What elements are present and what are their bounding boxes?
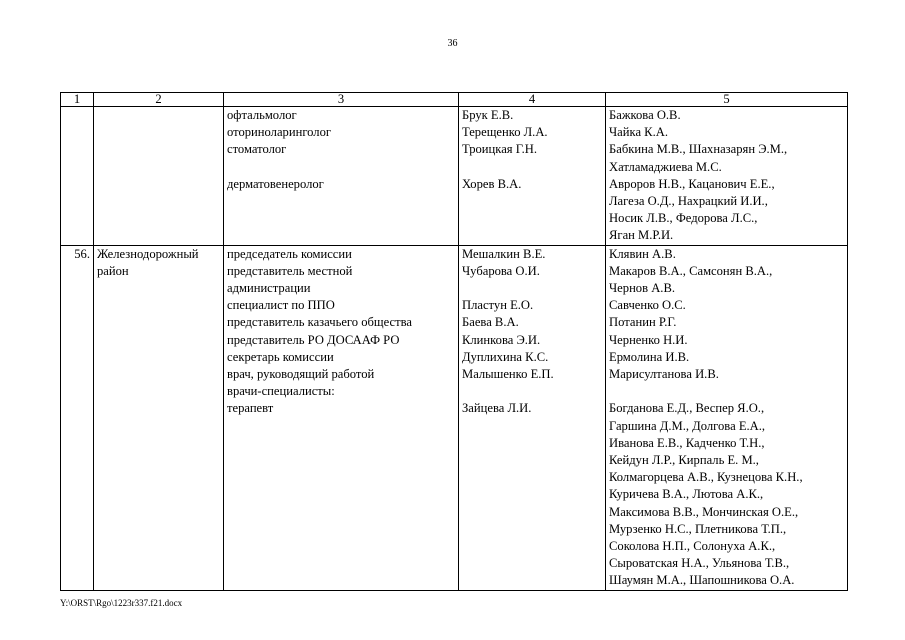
reserve-names: Кейдун Л.Р., Кирпаль Е. М., — [609, 453, 759, 468]
reserve-names: Иванова Е.В., Кадченко Т.Н., — [609, 435, 765, 450]
header-col-5: 5 — [606, 93, 848, 107]
row-a-reserve-cell — [606, 107, 848, 246]
member-name — [462, 159, 602, 176]
header-col-4: 4 — [459, 93, 606, 107]
member-name: Троицкая Г.Н. — [462, 142, 537, 157]
reserve-names: Сыроватская Н.А., Ульянова Т.В., — [609, 556, 790, 571]
row-a-member-cell — [459, 107, 606, 246]
role-text: председатель комиссии — [227, 246, 352, 261]
district-name: район — [97, 263, 129, 278]
row-a-number-cell — [61, 107, 94, 246]
role-text: представитель казачьего общества — [227, 315, 412, 330]
reserve-names: Гаршина Д.М., Долгова Е.А., — [609, 418, 766, 433]
member-name: Чубарова О.И. — [462, 263, 540, 278]
role-text: оториноларинголог — [227, 125, 332, 140]
role-text: представитель РО ДОСААФ РО — [227, 332, 400, 347]
page-number: 36 — [447, 38, 458, 49]
member-name: Зайцева Л.И. — [462, 401, 532, 416]
member-cell — [459, 245, 606, 590]
table-row — [61, 245, 848, 590]
document-table — [60, 92, 848, 591]
member-name: Клинкова Э.И. — [462, 332, 541, 347]
reserve-names: Хатламаджиева М.С. — [609, 159, 722, 174]
reserve-names: Лагеза О.Д., Нахрацкий И.И., — [609, 194, 768, 209]
row-number-cell — [61, 245, 94, 590]
row-a-role-cell — [224, 107, 459, 246]
table-row — [61, 107, 848, 246]
reserve-names: Мурзенко Н.С., Плетникова Т.П., — [609, 521, 787, 536]
reserve-names: Савченко О.С. — [609, 298, 686, 313]
reserve-names: Макаров В.А., Самсонян В.А., — [609, 263, 773, 278]
district-cell — [94, 245, 224, 590]
role-text — [227, 159, 455, 176]
member-name: Пластун Е.О. — [462, 298, 534, 313]
member-name: Мешалкин В.Е. — [462, 246, 546, 261]
header-row — [61, 93, 848, 107]
header-col-1: 1 — [61, 93, 94, 107]
reserve-names: Марисултанова И.В. — [609, 367, 719, 382]
role-text: администрации — [227, 281, 311, 296]
role-text: врач, руководящий работой — [227, 367, 375, 382]
reserve-names: Чайка К.А. — [609, 125, 668, 140]
reserve-names: Шаумян М.А., Шапошникова О.А. — [609, 573, 795, 588]
role-text: представитель местной — [227, 263, 353, 278]
reserve-names: Чернов А.В. — [609, 281, 675, 296]
reserve-names: Ермолина И.В. — [609, 349, 690, 364]
reserve-names: Бажкова О.В. — [609, 108, 681, 122]
role-text: специалист по ППО — [227, 298, 335, 313]
reserve-names: Авроров Н.В., Кацанович Е.Е., — [609, 176, 775, 191]
reserve-names: Колмагорцева А.В., Кузнецова К.Н., — [609, 470, 803, 485]
reserve-names: Носик Л.В., Федорова Л.С., — [609, 211, 758, 226]
reserve-names: Потанин Р.Г. — [609, 315, 677, 330]
reserve-names: Бабкина М.В., Шахназарян Э.М., — [609, 142, 788, 157]
reserve-names: Куричева В.А., Лютова А.К., — [609, 487, 764, 502]
row-a-district-cell — [94, 107, 224, 246]
reserve-names: Максимова В.В., Мончинская О.Е., — [609, 504, 799, 519]
reserve-names: Соколова Н.П., Солонуха А.К., — [609, 539, 776, 554]
role-text: стоматолог — [227, 142, 287, 157]
reserve-names: Богданова Е.Д., Веспер Я.О., — [609, 401, 765, 416]
member-name: Малышенко Е.П. — [462, 367, 554, 382]
reserve-names: Клявин А.В. — [609, 246, 676, 261]
reserve-names — [609, 383, 844, 400]
role-text: секретарь комиссии — [227, 349, 334, 364]
member-name: Дуплихина К.С. — [462, 349, 549, 364]
district-name: Железнодорожный — [97, 246, 199, 261]
reserve-cell — [606, 245, 848, 590]
member-name — [462, 280, 602, 297]
role-text: офтальмолог — [227, 108, 297, 122]
role-cell — [224, 245, 459, 590]
member-name: Терещенко Л.А. — [462, 125, 548, 140]
file-path-footer: Y:\ORST\Rgo\1223r337.f21.docx — [60, 598, 183, 608]
header-col-3: 3 — [224, 93, 459, 107]
reserve-names: Яган М.Р.И. — [609, 228, 674, 243]
member-name: Хорев В.А. — [462, 176, 522, 191]
role-text: терапевт — [227, 401, 274, 416]
member-name — [462, 383, 602, 400]
reserve-names: Черненко Н.И. — [609, 332, 688, 347]
row-number: 56. — [74, 246, 90, 261]
role-text: врачи-специалисты: — [227, 384, 335, 399]
role-text: дерматовенеролог — [227, 176, 324, 191]
header-col-2: 2 — [94, 93, 224, 107]
member-name: Брук Е.В. — [462, 108, 514, 122]
member-name: Баева В.А. — [462, 315, 519, 330]
